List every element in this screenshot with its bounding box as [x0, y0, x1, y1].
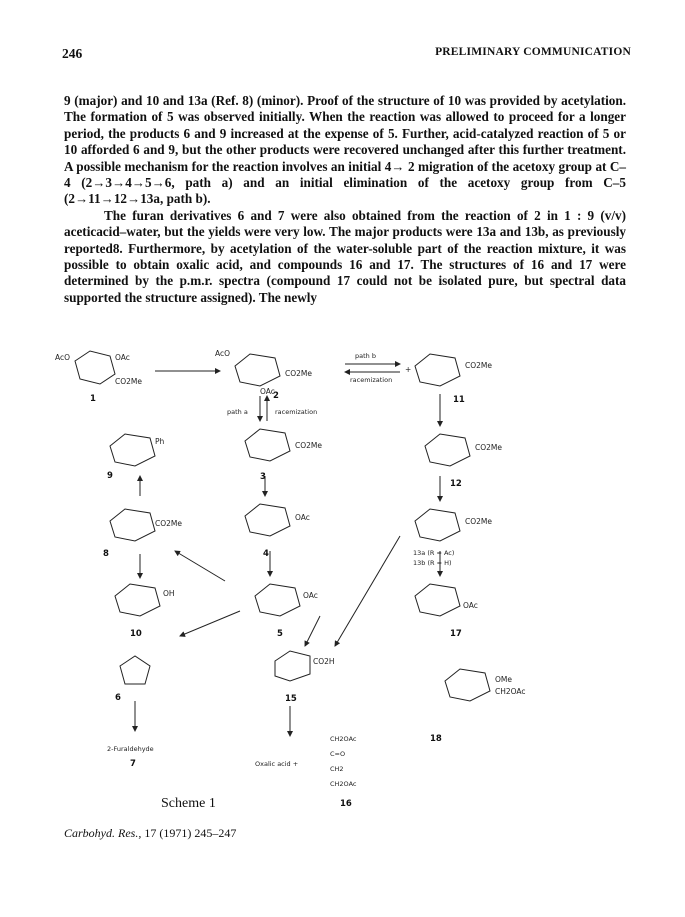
label-oac-4: OAc — [295, 513, 310, 522]
ring-15 — [275, 651, 310, 681]
ring-12 — [425, 434, 470, 466]
compound-11: 11 — [453, 395, 465, 405]
label-ch2oac-16b: CH2OAc — [330, 780, 357, 788]
body-text — [64, 93, 626, 306]
ring-13 — [415, 509, 460, 541]
ring-2 — [235, 354, 280, 386]
label-oac-17: OAc — [463, 601, 478, 610]
label-co2me-8: CO2Me — [155, 519, 182, 528]
label-oh-10: OH — [163, 589, 175, 598]
reaction-scheme — [55, 346, 655, 826]
label-oac-1: OAc — [115, 353, 130, 362]
compound-15: 15 — [285, 694, 297, 704]
compound-13a: 13a (R = Ac) — [413, 549, 455, 557]
ring-4 — [245, 504, 290, 536]
compound-13b: 13b (R = H) — [413, 559, 452, 567]
ring-1 — [75, 351, 115, 384]
label-oac-5: OAc — [303, 591, 318, 600]
label-co2me-3: CO2Me — [295, 441, 322, 450]
label-oxalic: Oxalic acid + — [255, 760, 299, 768]
label-furaldehyde: 2-Furaldehyde — [107, 745, 154, 753]
ring-3 — [245, 429, 290, 461]
label-co2me-2: CO2Me — [285, 369, 312, 378]
label-co2me-1: CO2Me — [115, 377, 142, 386]
label-ph-9: Ph — [155, 437, 165, 446]
page-number: 246 — [62, 46, 83, 61]
label-ch2oac-16a: CH2OAc — [330, 735, 357, 743]
citation-details: 17 (1971) 245–247 — [144, 826, 237, 840]
compound-9: 9 — [107, 471, 113, 481]
label-ch2-16: CH2 — [330, 765, 344, 773]
label-racemization-top: racemization — [350, 376, 393, 384]
compound-16: 16 — [340, 799, 352, 809]
footer-citation — [64, 826, 236, 841]
running-head: PRELIMINARY COMMUNICATION — [435, 46, 631, 58]
label-aco-1: AcO — [55, 353, 71, 362]
paragraph-1: 9 (major) and 10 and 13a (Ref. 8) (minor). Proof of the structure of 10 was provided by acetylation. The formation of 5 was observed initially. When the reaction was allowed to proceed for a longer period, the products 6 and 9 increased at the expense of 5. Further, acid-catalyzed reaction of 5 or 10 afforded 6 and 9, but the other products were recovered unchanged after this further treatment. A possible mechanism for the reaction involves an initial 4→ 2 migration of the acetoxy group at C–4 (2→3→4→5→6, path a) and an initial elimination of the acetoxy group from C–5 (2→11→12→13a, path b). — [64, 93, 626, 207]
paragraph-2: The furan derivatives 6 and 7 were also obtained from the reaction of 2 in 1 : 9 (v/v) aceticacid–water, but the yields were very low. The major products were 13a and 13b, as previously reported8. Furthermore, by acetylation of the water-soluble part of the reaction mixture, it was possible to obtain oxalic acid, and compounds 16 and 17. The structures of 16 and 17 were determined by the p.m.r. spectra (compound 17 could not be isolated pure, but spectral data supported the structure assigned). The newly — [64, 207, 626, 305]
label-co2me-11: CO2Me — [465, 361, 492, 370]
label-path-b: path b — [355, 352, 376, 360]
compound-17: 17 — [450, 629, 462, 639]
label-co2h-15: CO2H — [313, 657, 335, 666]
label-ch2oac-18: CH2OAc — [495, 687, 526, 696]
ring-18 — [445, 669, 490, 701]
label-aco-2: AcO — [215, 349, 231, 358]
ring-10 — [115, 584, 160, 616]
compound-3: 3 — [260, 472, 266, 482]
scheme-diagram — [55, 346, 655, 826]
label-path-a: path a — [227, 408, 248, 416]
ring-9 — [110, 434, 155, 466]
compound-18: 18 — [430, 734, 442, 744]
compound-2: 2 — [273, 391, 279, 401]
compound-10: 10 — [130, 629, 142, 639]
ring-6 — [120, 656, 150, 684]
compound-6: 6 — [115, 693, 121, 703]
label-co2me-12: CO2Me — [475, 443, 502, 452]
compound-12: 12 — [450, 479, 462, 489]
ring-11 — [415, 354, 460, 386]
journal-name: Carbohyd. Res., — [64, 826, 142, 840]
label-ome-18: OMe — [495, 675, 512, 684]
ring-5 — [255, 584, 300, 616]
label-plus: + — [405, 365, 412, 374]
label-co2me-13: CO2Me — [465, 517, 492, 526]
compound-1: 1 — [90, 394, 96, 404]
compound-4: 4 — [263, 549, 269, 559]
scheme-caption: Scheme 1 — [161, 796, 216, 811]
compound-7: 7 — [130, 759, 136, 769]
ring-8 — [110, 509, 155, 541]
label-racemization-mid: racemization — [275, 408, 318, 416]
label-oac-2: OAc — [260, 387, 275, 396]
label-co-16: C=O — [330, 750, 346, 758]
compound-5: 5 — [277, 629, 283, 639]
ring-17 — [415, 584, 460, 616]
compound-8: 8 — [103, 549, 109, 559]
page-header — [62, 46, 631, 66]
